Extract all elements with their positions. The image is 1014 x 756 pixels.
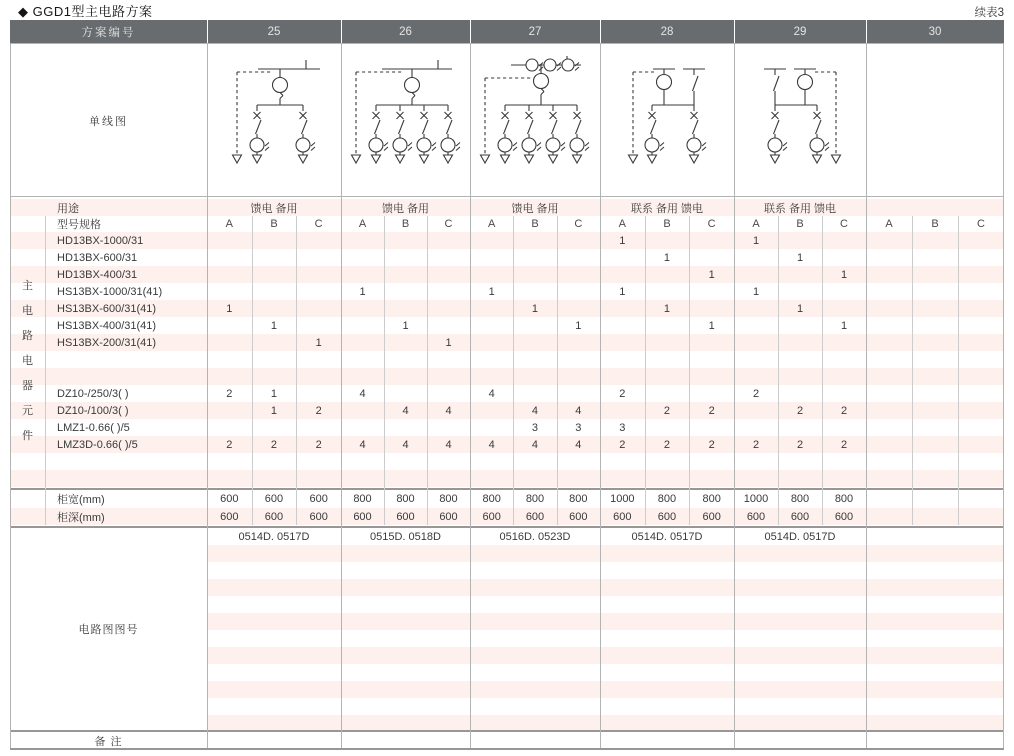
component-group-char: 路 xyxy=(22,330,33,342)
qty-cell: 1 xyxy=(752,285,760,298)
component-model-label: HS13BX-400/31(41) xyxy=(57,319,157,332)
cabinet-depth-cell: 600 xyxy=(746,510,766,523)
usage-label: 用途 xyxy=(57,202,79,215)
component-model-label: HS13BX-1000/31(41) xyxy=(57,285,163,298)
subcolumn-header: B xyxy=(796,218,804,230)
cabinet-depth-cell: 600 xyxy=(264,510,284,523)
component-group-char: 器 xyxy=(22,380,33,392)
subcolumn-header: A xyxy=(752,218,760,230)
qty-cell: 2 xyxy=(619,387,626,400)
cabinet-width-label: 柜宽(mm) xyxy=(57,494,105,506)
subcolumn-header: C xyxy=(314,218,323,230)
row-stripe xyxy=(207,579,1004,596)
qty-cell: 2 xyxy=(796,438,804,451)
subcolumn-header: A xyxy=(225,218,233,230)
header-divider xyxy=(600,20,601,43)
qty-cell: 1 xyxy=(840,319,848,332)
qty-cell: 2 xyxy=(796,404,804,417)
subcolumn-header: B xyxy=(270,218,278,230)
qty-cell: 1 xyxy=(619,234,626,247)
component-model-label: HD13BX-1000/31 xyxy=(57,234,144,247)
qty-cell: 2 xyxy=(619,438,626,451)
qty-cell: 4 xyxy=(575,404,582,417)
header-divider xyxy=(866,20,867,43)
single-line-diagram-25 xyxy=(207,45,341,196)
subcolumn-header: A xyxy=(618,218,626,230)
qty-cell: 3 xyxy=(619,421,626,434)
single-line-diagram-26 xyxy=(341,45,470,196)
page-title: ◆ GGD1型主电路方案 xyxy=(18,4,153,19)
qty-cell: 1 xyxy=(752,234,760,247)
qty-cell: 1 xyxy=(270,387,278,400)
qty-cell: 4 xyxy=(445,404,452,417)
cabinet-width-cell: 1000 xyxy=(610,493,635,505)
row-stripe xyxy=(10,470,1004,487)
subcolumn-header: B xyxy=(401,218,410,230)
cabinet-width-cell: 600 xyxy=(220,493,239,505)
cabinet-depth-cell: 600 xyxy=(482,510,501,523)
qty-cell: 4 xyxy=(359,387,366,400)
grid-line-v-sub xyxy=(384,216,385,525)
usage-cell: 馈电 备用 xyxy=(250,202,298,215)
cabinet-depth-cell: 600 xyxy=(525,510,545,523)
subcolumn-header: A xyxy=(358,218,367,230)
component-model-label: HS13BX-600/31(41) xyxy=(57,302,157,315)
qty-cell: 1 xyxy=(531,302,539,315)
qty-cell: 4 xyxy=(402,404,409,417)
cabinet-width-cell: 800 xyxy=(702,493,721,505)
cabinet-depth-cell: 600 xyxy=(702,510,721,523)
cabinet-depth-cell: 600 xyxy=(790,510,810,523)
cabinet-width-cell: 800 xyxy=(482,493,501,505)
subcolumn-header: C xyxy=(840,218,848,230)
grid-line-v-sub xyxy=(296,216,297,525)
grid-line-v-sub xyxy=(822,216,823,525)
subcolumn-header: C xyxy=(574,218,583,230)
row-stripe xyxy=(10,368,1004,385)
qty-cell: 2 xyxy=(752,438,760,451)
component-model-label: DZ10-/250/3( ) xyxy=(57,387,129,400)
cabinet-width-cell: 800 xyxy=(569,493,588,505)
single-line-diagram-label: 单线图 xyxy=(89,115,128,128)
qty-cell: 2 xyxy=(663,404,671,417)
model-spec-label: 型号规格 xyxy=(57,219,101,231)
cabinet-width-cell: 600 xyxy=(309,493,328,505)
grid-line-h xyxy=(10,43,1004,44)
header-divider xyxy=(207,20,208,43)
component-group-char: 元 xyxy=(22,405,33,417)
grid-line-v-sub xyxy=(689,216,690,525)
component-model-label: DZ10-/100/3( ) xyxy=(57,404,129,417)
subcolumn-header: A xyxy=(487,218,496,230)
header-scheme-30: 30 xyxy=(928,25,942,38)
table-border-right xyxy=(1003,43,1004,748)
qty-cell: 2 xyxy=(226,387,233,400)
remarks-label: 备 注 xyxy=(94,735,123,748)
qty-cell: 4 xyxy=(575,438,582,451)
grid-line-v-sub xyxy=(912,216,913,525)
header-scheme-29: 29 xyxy=(793,25,807,38)
cabinet-width-cell: 800 xyxy=(657,493,677,505)
subcolumn-header: B xyxy=(531,218,539,230)
qty-cell: 1 xyxy=(619,285,626,298)
header-scheme-25: 25 xyxy=(267,25,281,38)
header-divider xyxy=(341,20,342,43)
header-divider xyxy=(734,20,735,43)
qty-cell: 2 xyxy=(315,438,322,451)
qty-cell: 1 xyxy=(708,268,715,281)
circuit-diagram-no-cell: 0515D. 0518D xyxy=(370,530,441,543)
qty-cell: 1 xyxy=(663,302,671,315)
single-line-diagram-28 xyxy=(600,45,734,196)
cabinet-depth-cell: 600 xyxy=(309,510,328,523)
grid-line-h xyxy=(10,196,1004,197)
cabinet-depth-cell: 600 xyxy=(353,510,372,523)
qty-cell: 4 xyxy=(531,404,539,417)
cabinet-depth-label: 柜深(mm) xyxy=(57,511,105,524)
cabinet-depth-cell: 600 xyxy=(396,510,415,523)
usage-cell: 馈电 备用 xyxy=(381,202,430,215)
qty-cell: 4 xyxy=(488,387,495,400)
component-group-char: 件 xyxy=(22,430,33,442)
qty-cell: 2 xyxy=(708,404,715,417)
qty-cell: 1 xyxy=(796,251,804,264)
row-stripe xyxy=(207,647,1004,664)
grid-line-v-sub xyxy=(557,216,558,525)
cabinet-width-cell: 600 xyxy=(264,493,284,505)
cabinet-depth-cell: 600 xyxy=(439,510,458,523)
qty-cell: 2 xyxy=(270,438,278,451)
qty-cell: 4 xyxy=(531,438,539,451)
grid-line-v-sub xyxy=(45,216,46,525)
header-scheme-26: 26 xyxy=(399,25,412,38)
qty-cell: 1 xyxy=(270,319,278,332)
qty-cell: 1 xyxy=(270,404,278,417)
qty-cell: 1 xyxy=(708,319,715,332)
row-stripe xyxy=(207,681,1004,698)
subcolumn-header: C xyxy=(707,218,716,230)
row-stripe xyxy=(207,545,1004,562)
subcolumn-header: A xyxy=(885,218,893,230)
usage-cell: 馈电 备用 xyxy=(511,202,559,215)
qty-cell: 1 xyxy=(315,336,322,349)
cabinet-width-cell: 800 xyxy=(790,493,810,505)
circuit-diagram-no-cell: 0514D. 0517D xyxy=(238,530,310,543)
qty-cell: 2 xyxy=(752,387,760,400)
component-model-label: HD13BX-400/31 xyxy=(57,268,138,281)
qty-cell: 1 xyxy=(575,319,582,332)
component-group-char: 主 xyxy=(22,280,33,292)
usage-cell: 联系 备用 馈电 xyxy=(630,202,704,215)
circuit-diagram-no-label: 电路图图号 xyxy=(78,624,139,636)
grid-line-v xyxy=(866,43,867,748)
cabinet-depth-cell: 600 xyxy=(569,510,588,523)
circuit-diagram-no-cell: 0514D. 0517D xyxy=(764,530,836,543)
component-model-label: HD13BX-600/31 xyxy=(57,251,138,264)
component-group-char: 电 xyxy=(22,305,33,317)
cabinet-width-cell: 800 xyxy=(834,493,854,505)
qty-cell: 1 xyxy=(488,285,495,298)
grid-line-v-sub xyxy=(958,216,959,525)
qty-cell: 1 xyxy=(663,251,671,264)
subcolumn-header: B xyxy=(931,218,939,230)
row-stripe xyxy=(207,613,1004,630)
header-divider xyxy=(470,20,471,43)
cabinet-width-cell: 800 xyxy=(439,493,458,505)
qty-cell: 4 xyxy=(402,438,409,451)
component-group-label xyxy=(10,236,45,484)
component-model-label: LMZ1-0.66( )/5 xyxy=(57,421,130,434)
cabinet-width-cell: 800 xyxy=(396,493,415,505)
qty-cell: 1 xyxy=(445,336,452,349)
continuation-note: 续表3 xyxy=(974,6,1004,19)
grid-line-v-sub xyxy=(252,216,253,525)
qty-cell: 4 xyxy=(359,438,366,451)
cabinet-width-cell: 1000 xyxy=(743,493,769,505)
qty-cell: 1 xyxy=(359,285,366,298)
subcolumn-header: C xyxy=(977,218,985,230)
cabinet-depth-cell: 600 xyxy=(220,510,239,523)
qty-cell: 2 xyxy=(663,438,671,451)
qty-cell: 2 xyxy=(315,404,322,417)
single-line-diagram-27 xyxy=(470,45,600,196)
single-line-diagram-29 xyxy=(734,45,866,196)
cabinet-depth-cell: 600 xyxy=(613,510,632,523)
qty-cell: 1 xyxy=(226,302,233,315)
header-scheme-27: 27 xyxy=(528,25,542,38)
qty-cell: 1 xyxy=(796,302,804,315)
component-model-label: HS13BX-200/31(41) xyxy=(57,336,157,349)
grid-line-v-sub xyxy=(513,216,514,525)
qty-cell: 2 xyxy=(226,438,233,451)
subcolumn-header: C xyxy=(444,218,453,230)
qty-cell: 2 xyxy=(708,438,715,451)
cabinet-width-cell: 800 xyxy=(353,493,372,505)
subcolumn-header: B xyxy=(663,218,671,230)
cabinet-depth-cell: 600 xyxy=(657,510,677,523)
component-group-char: 电 xyxy=(22,355,33,367)
cabinet-depth-cell: 600 xyxy=(834,510,854,523)
header-scheme-number-label: 方案编号 xyxy=(81,26,136,39)
cabinet-width-cell: 800 xyxy=(525,493,545,505)
grid-line-v-sub xyxy=(427,216,428,525)
qty-cell: 1 xyxy=(402,319,409,332)
qty-cell: 1 xyxy=(840,268,848,281)
header-scheme-28: 28 xyxy=(660,25,674,38)
qty-cell: 2 xyxy=(840,438,848,451)
qty-cell: 3 xyxy=(575,421,582,434)
circuit-diagram-no-cell: 0516D. 0523D xyxy=(499,530,571,543)
circuit-diagram-no-cell: 0514D. 0517D xyxy=(631,530,703,543)
qty-cell: 3 xyxy=(531,421,539,434)
component-model-label: LMZ3D-0.66( )/5 xyxy=(57,438,138,451)
usage-cell: 联系 备用 馈电 xyxy=(763,202,837,215)
qty-cell: 2 xyxy=(840,404,848,417)
qty-cell: 4 xyxy=(488,438,495,451)
qty-cell: 4 xyxy=(445,438,452,451)
